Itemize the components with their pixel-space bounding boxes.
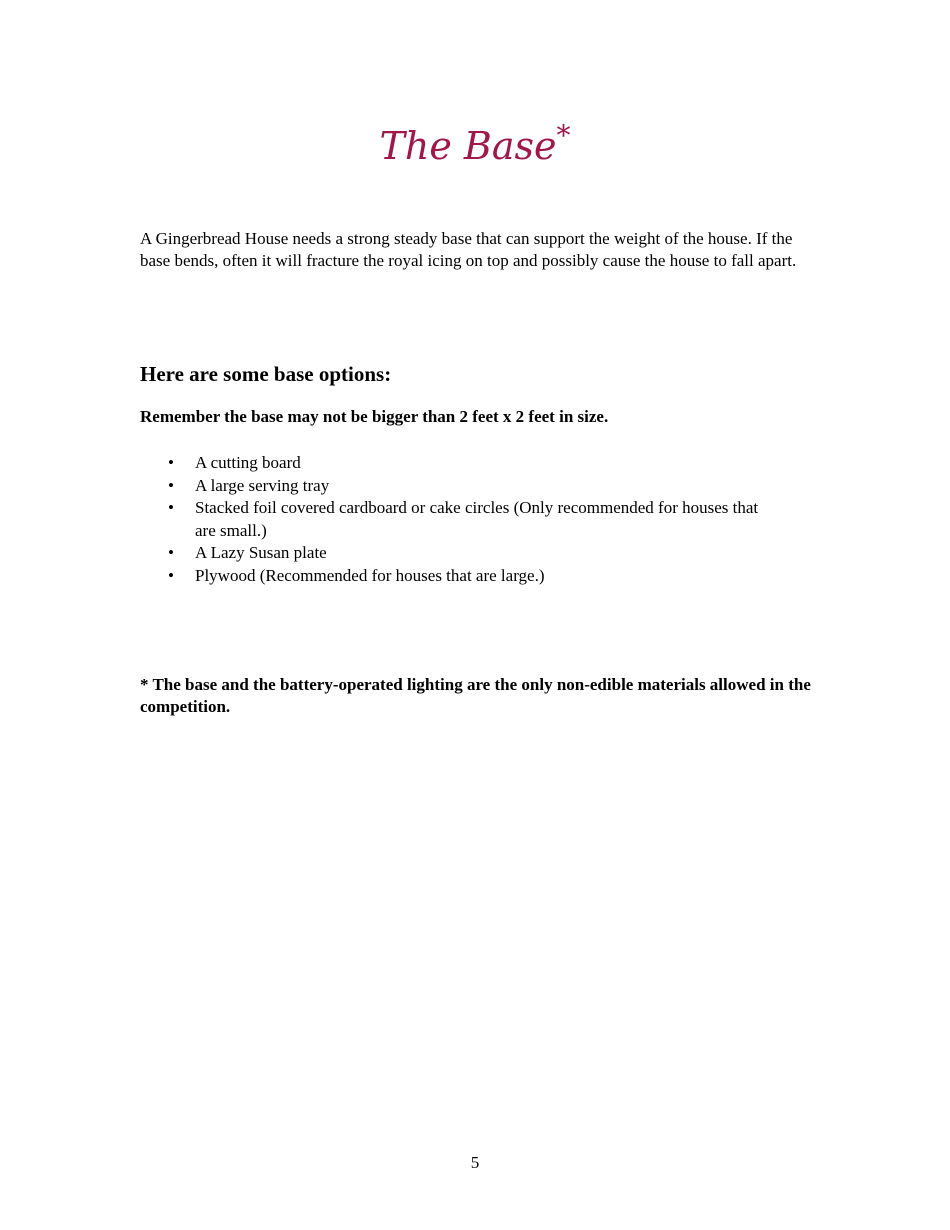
list-item-text: Stacked foil covered cardboard or cake circles (Only recommended for houses that are small.) bbox=[195, 498, 759, 540]
base-options-list bbox=[140, 452, 780, 588]
bullet-icon: • bbox=[168, 498, 174, 518]
bullet-icon: • bbox=[168, 565, 174, 585]
bullet-icon: • bbox=[168, 475, 174, 495]
size-reminder: Remember the base may not be bigger than 2 feet x 2 feet in size. bbox=[140, 407, 609, 426]
list-item-text: A cutting board bbox=[195, 453, 301, 472]
title-asterisk: * bbox=[556, 119, 571, 152]
list-item-text: A Lazy Susan plate bbox=[195, 543, 327, 563]
list-item-text: A large serving tray bbox=[195, 475, 330, 495]
footnote: * The base and the battery-operated lighting are the only non-edible materials allowed in the competition. bbox=[140, 675, 811, 716]
bullet-icon: • bbox=[168, 453, 174, 472]
list-item bbox=[140, 497, 780, 542]
list-item bbox=[140, 542, 780, 565]
list-item bbox=[140, 565, 780, 588]
list-item bbox=[140, 475, 780, 498]
list-item-text: Plywood (Recommended for houses that are large.) bbox=[195, 565, 545, 585]
base-options-heading: Here are some base options: bbox=[140, 362, 392, 386]
page-title bbox=[0, 108, 950, 174]
bullet-icon: • bbox=[168, 543, 174, 563]
page-number: 5 bbox=[470, 1153, 480, 1172]
intro-paragraph: A Gingerbread House needs a strong steady base that can support the weight of the house. If the base bends, often it will fracture the royal icing on top and possibly cause the house to fall apart. bbox=[140, 229, 797, 271]
list-item bbox=[140, 452, 780, 475]
page-title-text: The Base bbox=[379, 124, 557, 168]
